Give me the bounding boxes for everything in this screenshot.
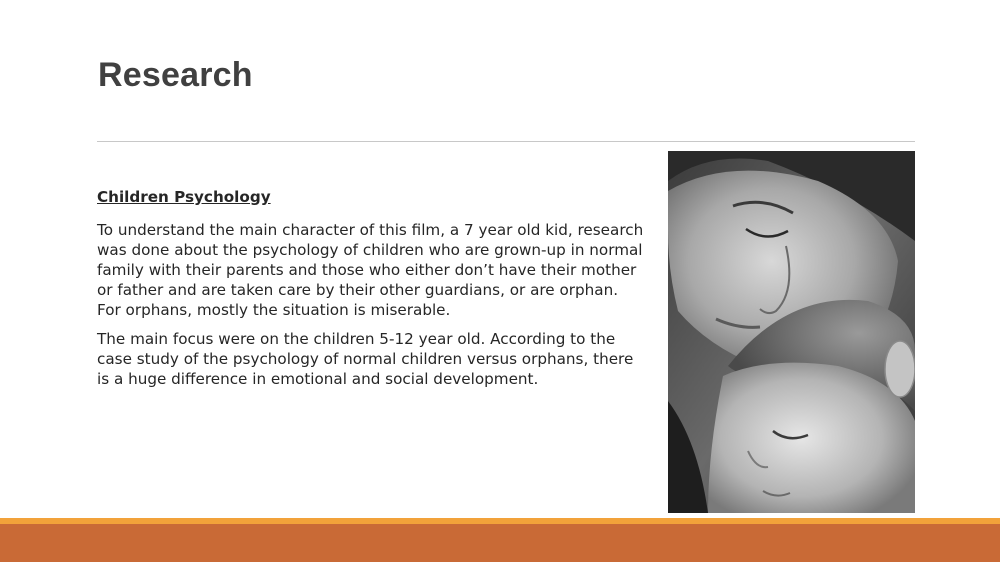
photo-illustration <box>668 151 915 513</box>
title-divider <box>97 141 915 142</box>
slide-body <box>97 187 645 398</box>
paragraph-1: To understand the main character of this film, a 7 year old kid, research was done about the psychology of children who are grown-up in normal family with their parents and those who either don’t have their mother or father and are taken care by their other guardians, or are orphan. For orphans, mostly the situation is miserable. <box>97 221 644 319</box>
slide-title: Research <box>98 56 253 94</box>
mother-child-photo <box>668 151 915 513</box>
footer-band <box>0 524 1000 562</box>
paragraph-2: The main focus were on the children 5-12 year old. According to the case study of the psychology of normal children versus orphans, there is a huge difference in emotional and social development. <box>97 330 634 388</box>
section-heading: Children Psychology <box>97 188 271 206</box>
